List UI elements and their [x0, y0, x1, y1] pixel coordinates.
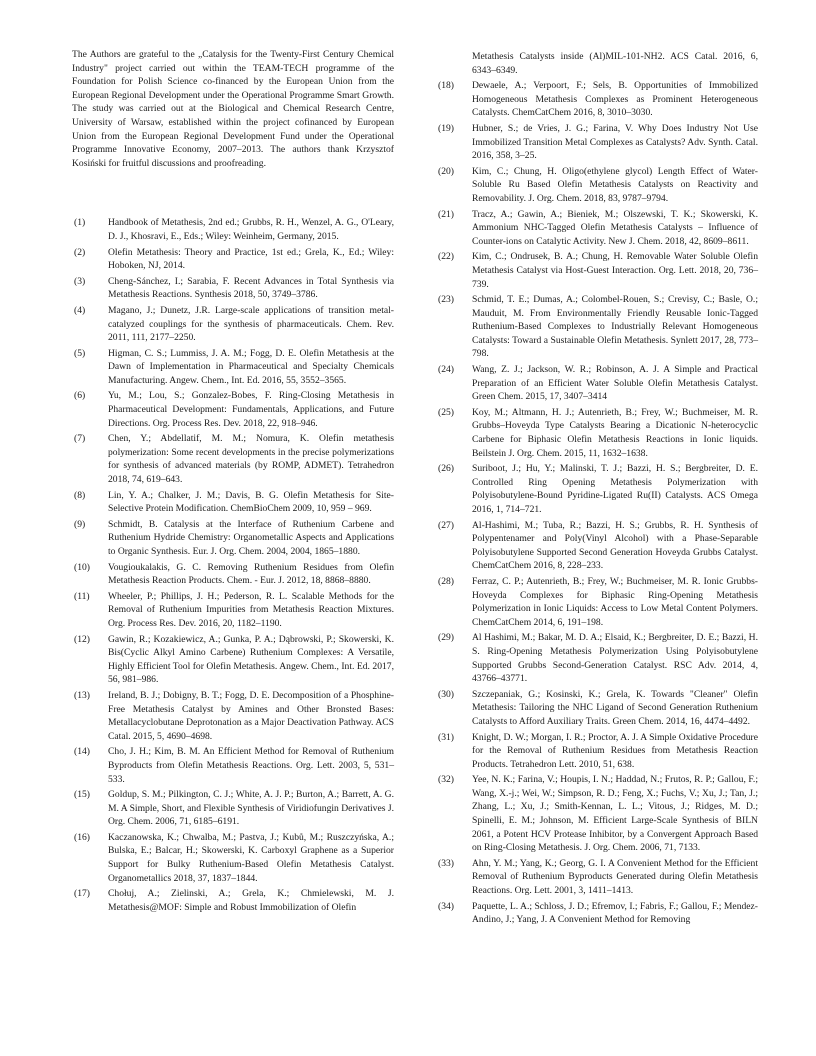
reference-number: (21): [438, 208, 454, 220]
reference-item: [436, 293, 758, 361]
reference-item: [72, 561, 394, 588]
reference-number: (11): [74, 590, 90, 602]
reference-text: Cho, J. H.; Kim, B. M. An Efficient Method for Removal of Ruthenium Byproducts from Olefin Metathesis Reactions. Org. Lett. 2003, 5, 531–533.: [108, 746, 394, 785]
reference-text: Lin, Y. A.; Chalker, J. M.; Davis, B. G. Olefin Metathesis for Site-Selective Protein Modification. ChemBioChem 2009, 10, 959 – 969.: [108, 489, 394, 515]
reference-number: (1): [74, 217, 86, 229]
reference-number: (12): [74, 633, 90, 645]
reference-text: Tracz, A.; Gawin, A.; Bieniek, M.; Olszewski, T. K.; Skowerski, K. Ammonium NHC-Tagged Olefin Metathesis Catalysts – Influence of Counter-ions on Catalytic Activity. New J. Chem. 2018, 42, 8609–8611.: [472, 208, 758, 247]
reference-text: Schmid, T. E.; Dumas, A.; Colombel-Rouen, S.; Crevisy, C.; Basle, O.; Mauduit, M. From Environmentally Friendly Reusable Ionic-Tagged Ruthenium-Based Complexes to Industrially Relevant Homogeneous Catalysts: Toward a Sustainable Olefin Metathesis. Synlett 2017, 28, 773–798.: [472, 294, 758, 360]
reference-text: Kim, C.; Chung, H. Oligo(ethylene glycol) Length Effect of Water-Soluble Ru Based Olefin Metathesis Catalysts on Reactivity and Removability. J. Org. Chem. 2018, 83, 9787–9794.: [472, 165, 758, 204]
reference-text: Ferraz, C. P.; Autenrieth, B.; Frey, W.; Buchmeiser, M. R. Ionic Grubbs-Hoveyda Complexes for Biphasic Ring-Opening Metathesis Polymerization in Ionic Liquids: Access to Low Metal Content Polymers. ChemCatChem 2014, 6, 191–198.: [472, 575, 758, 628]
reference-number: (10): [74, 561, 90, 573]
reference-text: Kim, C.; Ondrusek, B. A.; Chung, H. Removable Water Soluble Olefin Metathesis Catalyst via Host-Guest Interaction. Org. Lett. 2018, 20, 736–739.: [472, 251, 758, 290]
reference-text: Al-Hashimi, M.; Tuba, R.; Bazzi, H. S.; Grubbs, R. H. Synthesis of Polypentenamer and Poly(Vinyl Alcohol) with a Phase-Separable Polyisobutylene Supported Second Generation Hoveyda Grubbs Catalyst. ChemCatChem 2016, 8, 228–233.: [472, 519, 758, 572]
reference-text: Magano, J.; Dunetz, J.R. Large-scale applications of transition metal-catalyzed couplings for the synthesis of pharmaceuticals. Chem. Rev. 2011, 111, 2177–2250.: [108, 304, 394, 344]
reference-text: Cheng-Sánchez, I.; Sarabia, F. Recent Advances in Total Synthesis via Metathesis Reactions. Synthesis 2018, 50, 3749–3786.: [108, 275, 394, 301]
reference-number: (20): [438, 165, 454, 177]
reference-text: Ahn, Y. M.; Yang, K.; Georg, G. I. A Convenient Method for the Efficient Removal of Ruthenium Byproducts Generated during Olefin Metathesis Reactions. Org. Lett. 2001, 3, 1411–1413.: [472, 857, 758, 897]
reference-number: (18): [438, 80, 454, 92]
reference-item: [436, 122, 758, 163]
reference-number: (7): [74, 433, 86, 445]
reference-text: Ireland, B. J.; Dobigny, B. T.; Fogg, D. E. Decomposition of a Phosphine-Free Metathesis Catalyst by Amines and Other Bronsted Bases: Metallacyclobutane Deprotonation as a Major Deactivation Pathway. ACS Catal. 2015, 5, 4690–4698.: [108, 689, 394, 742]
reference-item: [72, 389, 394, 430]
reference-item: [436, 462, 758, 516]
reference-text: Goldup, S. M.; Pilkington, C. J.; White, A. J. P.; Burton, A.; Barrett, A. G. M. A Simple, Short, and Flexible Synthesis of Viridiofungin Derivatives J. Org. Chem. 2006, 71, 6185–6191.: [108, 789, 394, 828]
reference-number: (33): [438, 857, 454, 869]
left-column: [72, 48, 394, 916]
reference-text: Wang, Z. J.; Jackson, W. R.; Robinson, A. J. A Simple and Practical Preparation of an Efficient Water Soluble Olefin Metathesis Catalyst. Green Chem. 2015, 17, 3407–3414: [472, 364, 758, 403]
reference-number: (34): [438, 900, 454, 912]
reference-number: (24): [438, 364, 454, 376]
reference-number: (31): [438, 731, 454, 743]
reference-item: [72, 246, 394, 273]
reference-number: (9): [74, 518, 86, 530]
reference-item: [436, 731, 758, 772]
reference-item: [436, 208, 758, 249]
reference-number: (17): [74, 888, 90, 900]
reference-item: [436, 773, 758, 855]
reference-number: (5): [74, 347, 86, 359]
reference-item: [436, 250, 758, 291]
reference-number: (16): [74, 831, 90, 843]
reference-number: (28): [438, 575, 454, 587]
reference-item: [72, 489, 394, 516]
reference-text: Al Hashimi, M.; Bakar, M. D. A.; Elsaid, K.; Bergbreiter, D. E.; Bazzi, H. S. Ring-Opening Metathesis Polymerization Using Polyisobutylene Supported Grubbs Second-Generation Catalyst. RSC Adv. 2014, 4, 43766–43771.: [472, 632, 758, 685]
reference-number: (14): [74, 746, 90, 758]
reference-number: (29): [438, 632, 454, 644]
reference-item: [436, 900, 758, 927]
reference-item: [72, 689, 394, 743]
reference-item: [436, 857, 758, 898]
reference-text: Vougioukalakis, G. C. Removing Ruthenium Residues from Olefin Metathesis Reaction Products. Chem. - Eur. J. 2012, 18, 8868–8880.: [108, 561, 394, 587]
reference-text: Olefin Metathesis: Theory and Practice, 1st ed.; Grela, K., Ed.; Wiley: Hoboken, NJ, 2014.: [108, 246, 394, 272]
reference-item: [72, 788, 394, 829]
reference-text: Suriboot, J.; Hu, Y.; Malinski, T. J.; Bazzi, H. S.; Bergbreiter, D. E. Controlled Ring Opening Metathesis Polymerization with Polyisobutylene-Bound Pyridine-Ligated Ru(II) Catalysts. ACS Omega 2016, 1, 714–721.: [472, 463, 758, 515]
reference-number: (2): [74, 246, 86, 258]
reference-number: (6): [74, 390, 86, 402]
reference-text: Higman, C. S.; Lummiss, J. A. M.; Fogg, D. E. Olefin Metathesis at the Dawn of Implementation in Pharmaceutical and Specialty Chemicals Manufacturing. Angew. Chem., Int. Ed. 2016, 55, 3552–3565.: [108, 347, 394, 386]
reference-text: Kaczanowska, K.; Chwalba, M.; Pastva, J.; Kubů, M.; Ruszczyńska, A.; Bulska, E.; Balcar, H.; Skowerski, K. Carboxyl Graphene as a Superior Support for Bulky Ruthenium-Based Olefin Metathesis Catalyst. Organometallics 2018, 37, 1837–1844.: [108, 831, 394, 884]
reference-item: [436, 631, 758, 685]
reference-number: (4): [74, 304, 86, 316]
reference-item: [436, 688, 758, 729]
reference-text: Hubner, S.; de Vries, J. G.; Farina, V. Why Does Industry Not Use Immobilized Transition Metal Complexes as Catalysts? Adv. Synth. Catal. 2016, 358, 3–25.: [472, 122, 758, 162]
reference-number: (27): [438, 519, 454, 531]
acknowledgment-paragraph: The Authors are grateful to the „Catalysis for the Twenty-First Century Chemical Industry" project carried out within the TEAM-TECH programme of the Foundation for Polish Science co-financed by the European Union from the European Regional Development under the Operational Programme Smart Growth. The study was carried out at the Biological and Chemical Research Centre, University of Warsaw, established within the project cofinanced by European Union from the European Regional Development Fund under the Operational Programme Innovative Economy, 2007–2013. The authors thank Krzysztof Kosiński for fruitful discussions and proofreading.: [72, 49, 394, 169]
reference-number: (19): [438, 122, 454, 134]
reference-number: (3): [74, 275, 86, 287]
reference-item: [72, 432, 394, 486]
reference-number: (30): [438, 688, 454, 700]
reference-item: [436, 165, 758, 206]
reference-number: (26): [438, 463, 454, 475]
reference-item: [436, 363, 758, 404]
reference-item: [72, 518, 394, 559]
reference-item: [436, 406, 758, 460]
reference-item: [72, 745, 394, 786]
reference-list-left: [72, 216, 394, 914]
reference-text: Szczepaniak, G.; Kosinski, K.; Grela, K. Towards "Cleaner" Olefin Metathesis: Tailoring the NHC Ligand of Second Generation Ruthenium Catalysts to Afford Auxiliary Traits. Green Chem. 2014, 16, 4474–4492.: [472, 688, 758, 727]
reference-item: [72, 831, 394, 885]
reference-item: [72, 887, 394, 914]
reference-item: [72, 590, 394, 631]
reference-item: [72, 275, 394, 302]
reference-text: Dewaele, A.; Verpoort, F.; Sels, B. Opportunities of Immobilized Homogeneous Metathesis Complexes as Prominent Heterogeneous Catalysts. ChemCatChem 2016, 8, 3010–3030.: [472, 80, 758, 119]
reference-text: Handbook of Metathesis, 2nd ed.; Grubbs, R. H., Wenzel, A. G., O'Leary, D. J., Khosravi, E., Eds.; Wiley: Weinheim, Germany, 2015.: [108, 217, 394, 242]
reference-text: Wheeler, P.; Phillips, J. H.; Pederson, R. L. Scalable Methods for the Removal of Ruthenium Impurities from Metathesis Reaction Mixtures. Org. Process Res. Dev. 2016, 20, 1182–1190.: [108, 590, 394, 629]
reference-item: [436, 575, 758, 629]
reference-number: (25): [438, 406, 454, 418]
reference-number: (22): [438, 251, 454, 263]
reference-text: Chołuj, A.; Zielinski, A.; Grela, K.; Chmielewski, M. J. Metathesis@MOF: Simple and Robust Immobilization of Olefin: [108, 888, 394, 913]
reference-text: Koy, M.; Altmann, H. J.; Autenrieth, B.; Frey, W.; Buchmeiser, M. R. Grubbs–Hoveyda Type Catalysts Bearing a Dicationic N-heterocyclic Carbene for Biphasic Olefin Metathesis Reactions in Ionic liquids. Beilstein J. Org. Chem. 2015, 11, 1632–1638.: [472, 406, 758, 459]
reference-number: (15): [74, 789, 90, 801]
reference-number: (23): [438, 294, 454, 306]
reference-number: (32): [438, 774, 454, 786]
right-column: [436, 50, 758, 929]
reference-item: [72, 216, 394, 243]
reference-text: Yee, N. K.; Farina, V.; Houpis, I. N.; Haddad, N.; Frutos, R. P.; Gallou, F.; Wang, X.-j.; Wei, W.; Simpson, R. D.; Feng, X.; Fuchs, V.; Xu, J.; Tan, J.; Zhang, L.; Xu, J.; Smith-Kennan, L. L.; Vitous, J.; Ridges, M. D.; Spinelli, E. M.; Johnson, M. Efficient Large-Scale Synthesis of BILN 2061, a Potent HCV Protease Inhibitor, by a Convergent Approach Based on Ring-Closing Metathesis. J. Org. Chem. 2006, 71, 7133.: [472, 774, 758, 854]
reference-number: (8): [74, 489, 86, 501]
reference-item: [72, 304, 394, 345]
reference-text: Schmidt, B. Catalysis at the Interface of Ruthenium Carbene and Ruthenium Hydride Chemistry: Organometallic Aspects and Applications to Organic Synthesis. Eur. J. Org. Chem. 2004, 2004, 1865–1880.: [108, 518, 394, 557]
reference-list-right: [436, 79, 758, 927]
reference-item: [436, 519, 758, 573]
reference-text: Knight, D. W.; Morgan, I. R.; Proctor, A. J. A Simple Oxidative Procedure for the Removal of Ruthenium Residues from Metathesis Reaction Products. Tetrahedron Lett. 2010, 51, 638.: [472, 731, 758, 770]
reference-text: Paquette, L. A.; Schloss, J. D.; Efremov, I.; Fabris, F.; Gallou, F.; Mendez-Andino, J.; Yang, J. A Convenient Method for Removing: [472, 900, 758, 926]
reference-number: (13): [74, 689, 90, 701]
reference-text: Yu, M.; Lou, S.; Gonzalez-Bobes, F. Ring-Closing Metathesis in Pharmaceutical Development: Fundamentals, Applications, and Future Directions. Org. Process Res. Dev. 2018, 22, 918–946.: [108, 390, 394, 429]
reference-text: Gawin, R.; Kozakiewicz, A.; Gunka, P. A.; Dąbrowski, P.; Skowerski, K. Bis(Cyclic Alkyl Amino Carbene) Ruthenium Complexes: A Versatile, Highly Efficient Tool for Olefin Metathesis. Angew. Chem., Int. Ed. 2017, 56, 981–986.: [108, 633, 394, 686]
reference-text: Chen, Y.; Abdellatif, M. M.; Nomura, K. Olefin metathesis polymerization: Some recent developments in the precise polymerizations for synthesis of advanced materials (by ROMP, ADMET). Tetrahedron 2018, 74, 619–643.: [108, 433, 394, 486]
reference-item: [72, 633, 394, 687]
reference-item: [436, 79, 758, 120]
reference-item: [72, 347, 394, 388]
reference-17-continuation: Metathesis Catalysts inside (Al)MIL-101-NH2. ACS Catal. 2016, 6, 6343–6349.: [472, 51, 758, 76]
